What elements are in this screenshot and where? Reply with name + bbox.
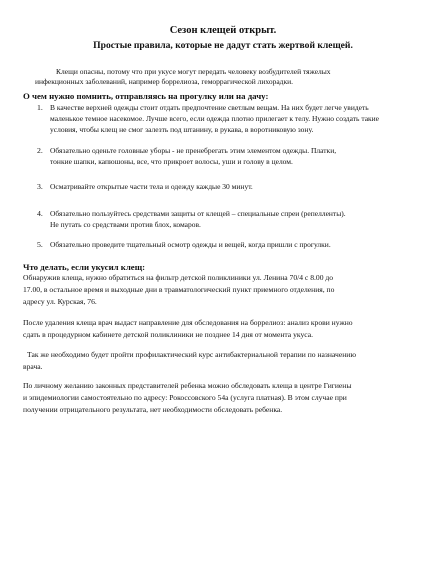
rule-line: Обязательно оденьте головные уборы - не пренебрегать этим элементом одежды. Платки, bbox=[50, 146, 337, 155]
document-subtitle: Простые правила, которые не дадут стать жертвой клещей. bbox=[93, 40, 353, 51]
document-title: Сезон клещей открыт. bbox=[169, 25, 277, 36]
rule-line: Осматривайте открытые части тела и одежду каждые 30 минут. bbox=[50, 182, 253, 191]
intro-line: Клещи опасны, потому что при укусе могут передать человеку возбудителей тяжелых bbox=[56, 67, 331, 76]
paragraph-line: врача. bbox=[23, 362, 43, 371]
paragraph-line: сдать в процедурном кабинете детской поликлиники не позднее 14 дня от момента укуса. bbox=[23, 330, 313, 339]
rule-number: 5. bbox=[37, 240, 43, 249]
rule-line: В качестве верхней одежды стоит отдать предпочтение светлым вещам. На них будет легче увидеть bbox=[50, 103, 369, 112]
paragraph-line: получении отрицательного результата, нет необходимости обследовать ребенка. bbox=[23, 405, 283, 414]
rule-line: Обязательно проведите тщательный осмотр одежды и вещей, когда пришли с прогулки. bbox=[50, 240, 331, 249]
rule-line: маленькое темное насекомое. Лучше всего, если одежда плотно прилегает к телу. Нужно создать такие bbox=[50, 114, 380, 123]
paragraph-line: 17.00, в остальное время и выходные дни в травматологический пункт приемного отделения, по bbox=[23, 285, 335, 294]
paragraph-line: После удаления клеща врач выдаст направление для обследования на боррелиоз: анализ крови нужно bbox=[23, 318, 353, 327]
rule-number: 4. bbox=[37, 209, 43, 218]
paragraph-line: и эпидемиологии самостоятельно по адресу: Рокоссовского 54а (услуга платная). В этом случае при bbox=[23, 393, 347, 402]
paragraph-line: Так же необходимо будет пройти профилактический курс антибактериальной терапии по назначению bbox=[27, 350, 357, 359]
rule-line: Обязательно пользуйтесь средствами защиты от клещей – специальные спреи (репелленты). bbox=[50, 209, 346, 218]
paragraph-line: Обнаружив клеща, нужно обратиться на фильтр детской поликлиники ул. Ленина 70/4 с 8.00 до bbox=[23, 273, 334, 282]
rule-line: Не путать со средствами против блох, комаров. bbox=[50, 220, 201, 229]
rule-number: 3. bbox=[37, 182, 43, 191]
rule-line: условия, чтобы клещ не смог залезть под штанину, в рукава, в воротниковую зону. bbox=[50, 125, 314, 134]
rule-number: 2. bbox=[37, 146, 43, 155]
rule-line: тонкие шапки, капюшоны, все, что прикроет волосы, уши и голову в целом. bbox=[50, 157, 293, 166]
bite-heading: Что делать, если укусил клещ: bbox=[23, 262, 146, 272]
remember-heading: О чем нужно помнить, отправляясь на прогулку или на дачу: bbox=[23, 91, 269, 101]
paragraph-line: По личному желанию законных представителей ребенка можно обследовать клеща в центре Гигиены bbox=[23, 381, 352, 390]
rule-number: 1. bbox=[37, 103, 43, 112]
paragraph-line: адресу ул. Курская, 76. bbox=[23, 297, 97, 306]
intro-line: инфекционных заболеваний, например боррелиоза, геморрагической лихорадки. bbox=[35, 77, 294, 86]
